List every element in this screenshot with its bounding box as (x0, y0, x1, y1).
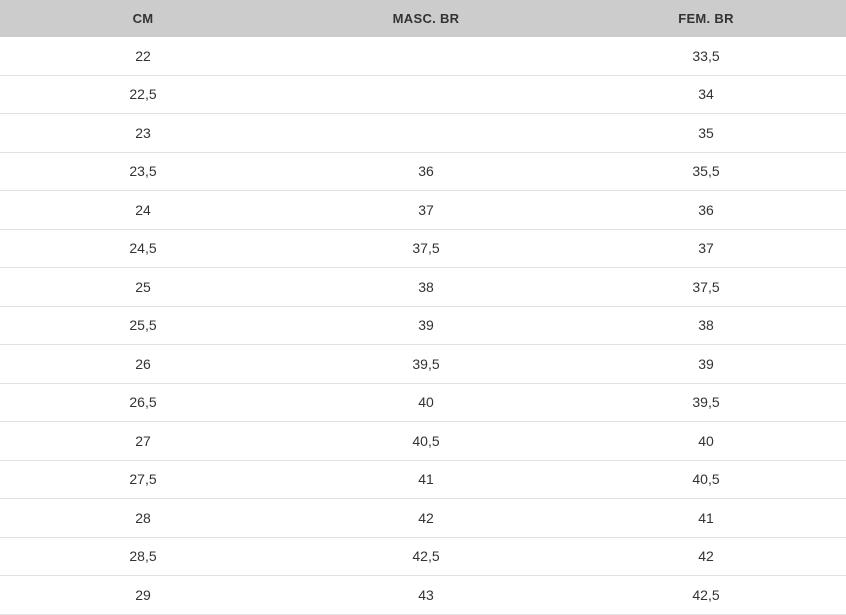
cell-masc-br: 36 (286, 152, 566, 191)
table-row (0, 460, 846, 499)
cell-masc-br: 37,5 (286, 229, 566, 268)
cell-cm: 28 (0, 499, 286, 538)
table-row (0, 306, 846, 345)
cell-fem-br: 35 (566, 114, 846, 153)
cell-masc-br: 37 (286, 191, 566, 230)
cell-masc-br (286, 37, 566, 75)
cell-masc-br: 39,5 (286, 345, 566, 384)
table-row (0, 75, 846, 114)
cell-cm: 23 (0, 114, 286, 153)
column-header-cm: CM (0, 0, 286, 37)
table-row (0, 191, 846, 230)
cell-cm: 22 (0, 37, 286, 75)
cell-cm: 26 (0, 345, 286, 384)
cell-cm: 26,5 (0, 383, 286, 422)
cell-cm: 22,5 (0, 75, 286, 114)
cell-cm: 25,5 (0, 306, 286, 345)
cell-masc-br (286, 75, 566, 114)
cell-cm: 29 (0, 576, 286, 615)
cell-fem-br: 42 (566, 537, 846, 576)
table-row (0, 268, 846, 307)
cell-fem-br: 40,5 (566, 460, 846, 499)
cell-fem-br: 41 (566, 499, 846, 538)
table-row (0, 537, 846, 576)
cell-masc-br: 39 (286, 306, 566, 345)
cell-cm: 27,5 (0, 460, 286, 499)
cell-fem-br: 36 (566, 191, 846, 230)
cell-fem-br: 39,5 (566, 383, 846, 422)
cell-fem-br: 42,5 (566, 576, 846, 615)
cell-fem-br: 35,5 (566, 152, 846, 191)
table-row (0, 345, 846, 384)
cell-cm: 25 (0, 268, 286, 307)
cell-cm: 24 (0, 191, 286, 230)
cell-fem-br: 37,5 (566, 268, 846, 307)
column-header-masc-br: MASC. BR (286, 0, 566, 37)
cell-cm: 23,5 (0, 152, 286, 191)
cell-fem-br: 37 (566, 229, 846, 268)
table-header (0, 0, 846, 37)
cell-cm: 28,5 (0, 537, 286, 576)
table-row (0, 499, 846, 538)
cell-fem-br: 39 (566, 345, 846, 384)
cell-masc-br: 42 (286, 499, 566, 538)
table-row (0, 229, 846, 268)
table-row (0, 114, 846, 153)
table-row (0, 37, 846, 75)
table-row (0, 422, 846, 461)
cell-masc-br: 38 (286, 268, 566, 307)
table-header-row (0, 0, 846, 37)
cell-fem-br: 38 (566, 306, 846, 345)
cell-masc-br: 40 (286, 383, 566, 422)
cell-fem-br: 34 (566, 75, 846, 114)
cell-masc-br: 42,5 (286, 537, 566, 576)
table-row (0, 383, 846, 422)
cell-fem-br: 33,5 (566, 37, 846, 75)
table-row (0, 152, 846, 191)
cell-masc-br (286, 114, 566, 153)
cell-masc-br: 43 (286, 576, 566, 615)
cell-masc-br: 40,5 (286, 422, 566, 461)
cell-cm: 27 (0, 422, 286, 461)
table-row (0, 576, 846, 615)
column-header-fem-br: FEM. BR (566, 0, 846, 37)
cell-cm: 24,5 (0, 229, 286, 268)
cell-fem-br: 40 (566, 422, 846, 461)
cell-masc-br: 41 (286, 460, 566, 499)
table-body (0, 37, 846, 614)
